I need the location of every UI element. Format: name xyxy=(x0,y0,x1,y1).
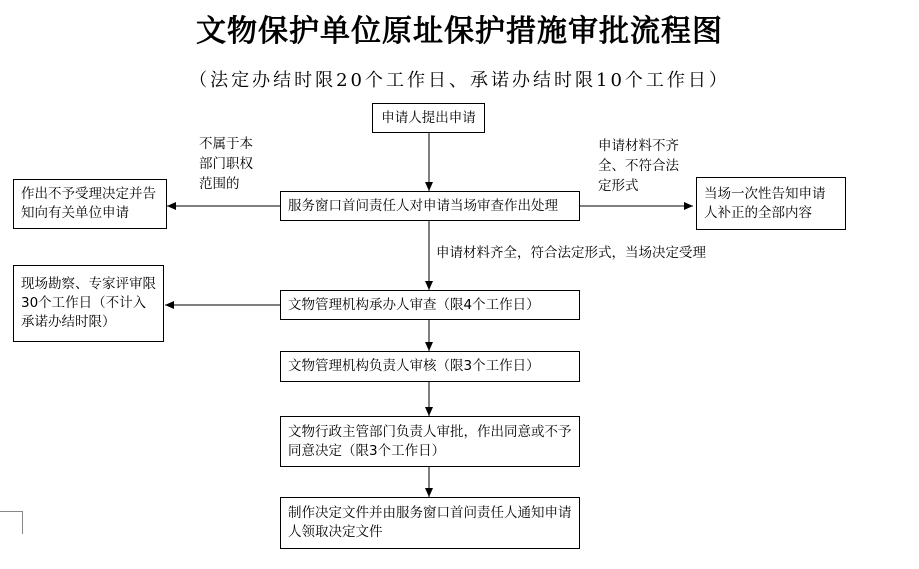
apply-box: 申请人提出申请 xyxy=(372,103,485,133)
notify-box: 制作决定文件并由服务窗口首问责任人通知申请人领取决定文件 xyxy=(280,497,580,549)
page-subtitle: （法定办结时限20个工作日、承诺办结时限10个工作日） xyxy=(189,70,730,91)
survey-box: 现场勘察、专家评审限30个工作日（不计入承诺办结时限） xyxy=(13,265,164,342)
note-accepted: 申请材料齐全，符合法定形式，当场决定受理 xyxy=(436,245,706,261)
page-title: 文物保护单位原址保护措施审批流程图 xyxy=(196,14,723,49)
page-corner-mark xyxy=(0,511,23,534)
window-review-box: 服务窗口首问责任人对申请当场审查作出处理 xyxy=(280,191,580,221)
undertaker-review-box: 文物管理机构承办人审查（限4个工作日） xyxy=(280,290,580,320)
head-review-box: 文物管理机构负责人审核（限3个工作日） xyxy=(280,351,580,382)
admin-approval-box: 文物行政主管部门负责人审批，作出同意或不予同意决定（限3个工作日） xyxy=(280,416,580,467)
note-incomplete: 申请材料不齐全、不符合法定形式 xyxy=(598,138,679,194)
reject-box: 作出不予受理决定并告知向有关单位申请 xyxy=(13,179,167,229)
supplement-box: 当场一次性告知申请人补正的全部内容 xyxy=(696,177,846,230)
note-out-of-scope: 不属于本部门职权范围的 xyxy=(199,136,253,192)
